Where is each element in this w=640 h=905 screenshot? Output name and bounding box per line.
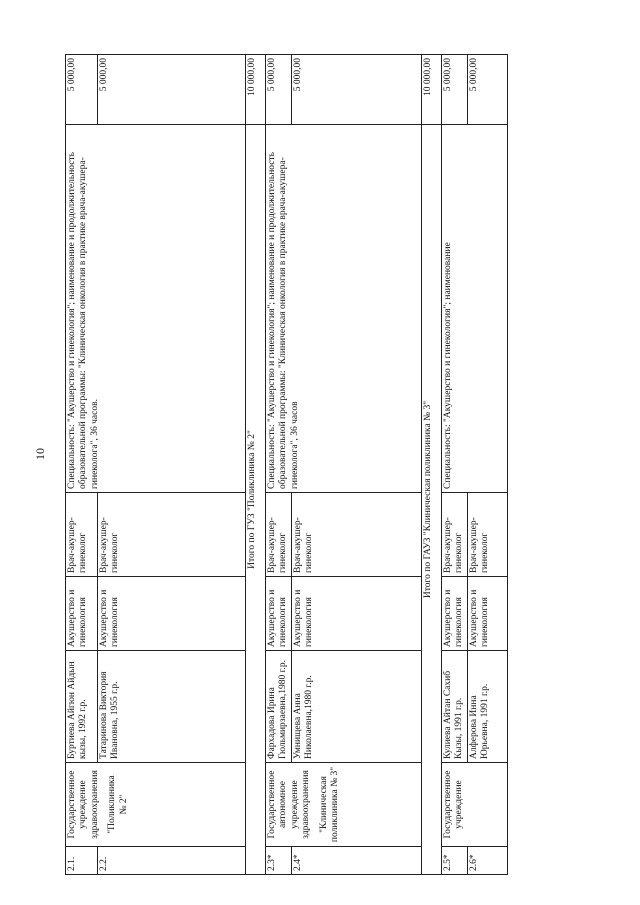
- person-cell: Татаринова Виктория Ивановна, 1955 г.р.: [98, 651, 246, 763]
- person-cell: Алферова Инна Юрьевна, 1991 г.р.: [467, 651, 507, 763]
- total-amount: 10 000,00: [422, 55, 442, 125]
- total-label: Итого по ГАУЗ "Клиническая поликлиника № 3": [422, 125, 442, 875]
- allocation-table: [65, 54, 508, 875]
- org-line: учреждение: [289, 780, 300, 829]
- organization-cell: [442, 763, 508, 847]
- org-line: № 2": [118, 794, 129, 815]
- specialty-cell: Акушерство и гинекология: [442, 577, 468, 651]
- total-amount: 10 000,00: [246, 55, 266, 125]
- document-sheet: [65, 55, 552, 875]
- row-number: 2.2.: [98, 847, 246, 875]
- person-cell: Кулиева Айтан Сахиб Кызы, 1991 г.р.: [442, 651, 468, 763]
- org-line: Государственное: [267, 770, 277, 839]
- total-row: [246, 55, 266, 875]
- program-cell: Специальность: "Акушерство и гинекология"; наименование и продолжительность образовательной программы: "Клиническая онкология в практике врача-акушера-гинеколога", 36 часов: [266, 125, 422, 493]
- amount-cell: 5 000,00: [292, 55, 422, 125]
- program-cell: Специальность: "Акушерство и гинекология"; наименование: [442, 125, 508, 493]
- page-number: 10: [33, 448, 47, 460]
- position-cell: Врач-акушер-гинеколог: [292, 493, 422, 577]
- specialty-cell: Акушерство и гинекология: [98, 577, 246, 651]
- specialty-cell: Акушерство и гинекология: [467, 577, 507, 651]
- total-row: [422, 55, 442, 875]
- position-cell: Врач-акушер-гинеколог: [66, 493, 98, 577]
- org-line: автономное: [278, 780, 289, 829]
- position-cell: Врач-акушер-гинеколог: [467, 493, 507, 577]
- table-row: [442, 55, 468, 875]
- org-line: поликлиника № 3": [329, 766, 340, 843]
- org-line: здравоохранения: [301, 770, 312, 839]
- org-line: учреждение: [454, 780, 465, 829]
- specialty-cell: Акушерство и гинекология: [66, 577, 98, 651]
- position-cell: Врач-акушер-гинеколог: [442, 493, 468, 577]
- organization-cell: [66, 763, 246, 847]
- row-number: 2.4*: [292, 847, 422, 875]
- specialty-cell: Акушерство и гинекология: [292, 577, 422, 651]
- row-number: 2.3*: [266, 847, 292, 875]
- row-number: 2.5*: [442, 847, 468, 875]
- specialty-cell: Акушерство и гинекология: [266, 577, 292, 651]
- amount-cell: 5 000,00: [467, 55, 507, 125]
- organization-cell: [266, 763, 422, 847]
- amount-cell: 5 000,00: [98, 55, 246, 125]
- org-line: "Клиническая: [318, 776, 329, 833]
- row-number: 2.1.: [66, 847, 98, 875]
- table-row: [266, 55, 292, 875]
- total-label: Итого по ГУЗ "Поликлиника № 2": [246, 125, 266, 875]
- table-row: [66, 55, 98, 875]
- position-cell: Врач-акушер-гинеколог: [266, 493, 292, 577]
- org-line: Государственное: [443, 770, 453, 839]
- person-cell: Умнищева Анна Николаевна,1980 г.р.: [292, 651, 422, 763]
- org-line: Государственное учреждение: [67, 770, 89, 839]
- org-line: "Поликлиника: [107, 775, 118, 834]
- position-cell: Врач-акушер-гинеколог: [98, 493, 246, 577]
- program-cell: Специальность: "Акушерство и гинекология"; наименование и продолжительность образовательной программы: "Клиническая онкология в практике врача-акушера-гинеколога", 36 часов.: [66, 125, 246, 493]
- amount-cell: 5 000,00: [66, 55, 98, 125]
- amount-cell: 5 000,00: [442, 55, 468, 125]
- person-cell: Фархадова Ирина Гюльмирзаевна,1980 г.р.: [266, 651, 292, 763]
- amount-cell: 5 000,00: [266, 55, 292, 125]
- org-line: здравоохранения: [89, 770, 100, 839]
- row-number: 2.6*: [467, 847, 507, 875]
- person-cell: Буртиева Айгюн Айдын кызы, 1992 г.р.: [66, 651, 98, 763]
